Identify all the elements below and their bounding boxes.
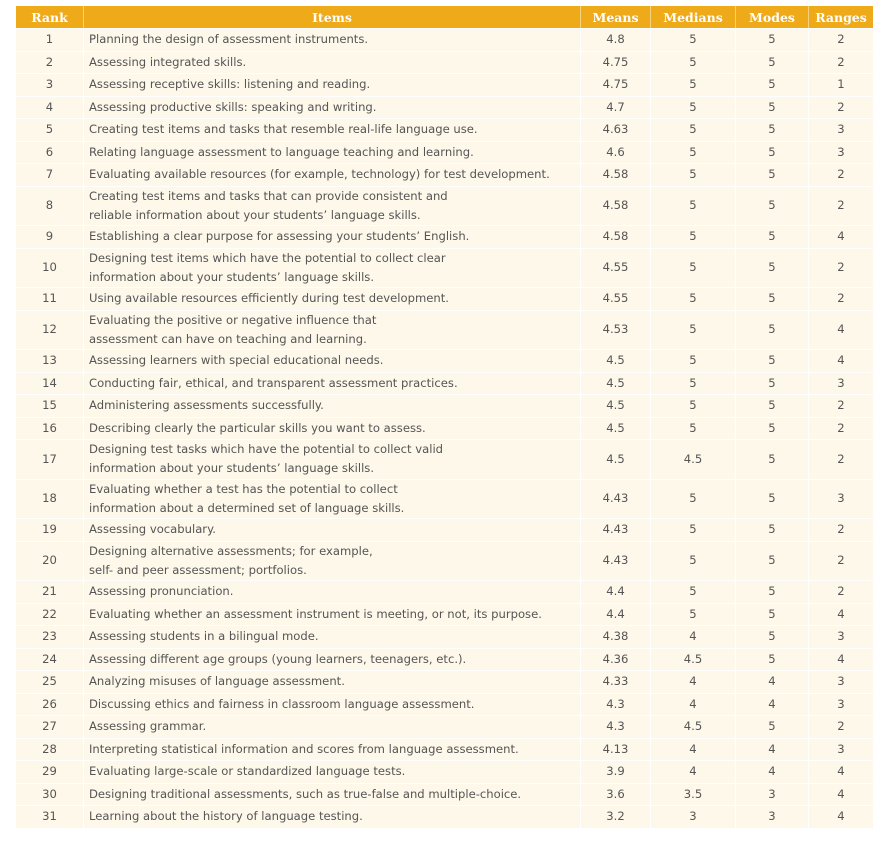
item-cell bbox=[83, 670, 580, 693]
table-row bbox=[16, 738, 873, 761]
table-row bbox=[16, 439, 873, 479]
mode-cell: 4 bbox=[735, 738, 808, 761]
header-row bbox=[16, 6, 873, 28]
item-cell bbox=[83, 541, 580, 581]
mean-cell: 4.63 bbox=[580, 118, 650, 141]
item-text-line: Creating test items and tasks that resemble real-life language use. bbox=[89, 122, 478, 137]
median-cell: 5 bbox=[650, 225, 735, 248]
item-cell bbox=[83, 225, 580, 248]
mode-cell: 3 bbox=[735, 783, 808, 806]
item-cell bbox=[83, 372, 580, 395]
rank-cell: 3 bbox=[16, 73, 83, 96]
header-rank: Rank bbox=[16, 6, 83, 28]
mean-cell: 4.58 bbox=[580, 225, 650, 248]
item-text-line: Establishing a clear purpose for assessing your students’ English. bbox=[89, 229, 470, 244]
item-text-line: Planning the design of assessment instruments. bbox=[89, 32, 369, 47]
mean-cell: 4.13 bbox=[580, 738, 650, 761]
rank-cell: 21 bbox=[16, 580, 83, 603]
mean-cell: 4.43 bbox=[580, 518, 650, 541]
item-text-line: Assessing different age groups (young learners, teenagers, etc.). bbox=[89, 651, 467, 666]
item-text-line: Evaluating whether a test has the potential to collect bbox=[89, 481, 398, 496]
median-cell: 5 bbox=[650, 73, 735, 96]
rank-cell: 10 bbox=[16, 248, 83, 288]
item-text-line: Assessing students in a bilingual mode. bbox=[89, 629, 319, 644]
mode-cell: 5 bbox=[735, 541, 808, 581]
item-text-line: Assessing integrated skills. bbox=[89, 54, 247, 69]
table-row bbox=[16, 349, 873, 372]
item-text-line: Evaluating the positive or negative influence that bbox=[89, 312, 377, 327]
mode-cell: 4 bbox=[735, 693, 808, 716]
mode-cell: 5 bbox=[735, 439, 808, 479]
mode-cell: 5 bbox=[735, 248, 808, 288]
table-row bbox=[16, 96, 873, 119]
table-row bbox=[16, 603, 873, 626]
mode-cell: 5 bbox=[735, 73, 808, 96]
mean-cell: 4.53 bbox=[580, 310, 650, 350]
table-row bbox=[16, 479, 873, 519]
item-text-line: assessment can have on teaching and learning. bbox=[89, 331, 367, 346]
item-cell bbox=[83, 163, 580, 186]
mode-cell: 5 bbox=[735, 349, 808, 372]
range-cell: 3 bbox=[808, 625, 873, 648]
range-cell: 3 bbox=[808, 738, 873, 761]
median-cell: 5 bbox=[650, 349, 735, 372]
median-cell: 5 bbox=[650, 118, 735, 141]
mode-cell: 5 bbox=[735, 163, 808, 186]
table-row bbox=[16, 225, 873, 248]
table-row bbox=[16, 783, 873, 806]
item-text-line: information about a determined set of language skills. bbox=[89, 500, 405, 515]
range-cell: 3 bbox=[808, 479, 873, 519]
item-text-line: reliable information about your students’ language skills. bbox=[89, 207, 421, 222]
rank-cell: 22 bbox=[16, 603, 83, 626]
range-cell: 2 bbox=[808, 28, 873, 51]
item-text-line: Assessing learners with special educational needs. bbox=[89, 353, 384, 368]
table-row bbox=[16, 670, 873, 693]
mode-cell: 5 bbox=[735, 648, 808, 671]
table-row bbox=[16, 186, 873, 226]
item-cell bbox=[83, 51, 580, 74]
mode-cell: 5 bbox=[735, 225, 808, 248]
table-row bbox=[16, 287, 873, 310]
item-text-line: Conducting fair, ethical, and transparent assessment practices. bbox=[89, 375, 458, 390]
median-cell: 5 bbox=[650, 163, 735, 186]
mean-cell: 4.55 bbox=[580, 248, 650, 288]
rank-cell: 14 bbox=[16, 372, 83, 395]
mode-cell: 5 bbox=[735, 310, 808, 350]
range-cell: 4 bbox=[808, 225, 873, 248]
rank-cell: 31 bbox=[16, 805, 83, 828]
mode-cell: 5 bbox=[735, 287, 808, 310]
item-text-line: Describing clearly the particular skills you want to assess. bbox=[89, 420, 426, 435]
item-text-line: Assessing vocabulary. bbox=[89, 522, 216, 537]
rank-cell: 1 bbox=[16, 28, 83, 51]
item-text-line: Assessing productive skills: speaking and writing. bbox=[89, 99, 377, 114]
mean-cell: 4.38 bbox=[580, 625, 650, 648]
table-row bbox=[16, 805, 873, 828]
item-cell bbox=[83, 118, 580, 141]
table-row bbox=[16, 51, 873, 74]
mean-cell: 4.55 bbox=[580, 287, 650, 310]
header-modes: Modes bbox=[735, 6, 808, 28]
item-cell bbox=[83, 417, 580, 440]
mean-cell: 4.5 bbox=[580, 349, 650, 372]
rank-cell: 6 bbox=[16, 141, 83, 164]
item-cell bbox=[83, 805, 580, 828]
median-cell: 5 bbox=[650, 518, 735, 541]
mean-cell: 4.58 bbox=[580, 163, 650, 186]
item-text-line: Analyzing misuses of language assessment. bbox=[89, 674, 345, 689]
item-cell bbox=[83, 96, 580, 119]
header-items: Items bbox=[83, 6, 580, 28]
rank-cell: 19 bbox=[16, 518, 83, 541]
mean-cell: 4.5 bbox=[580, 372, 650, 395]
table-row bbox=[16, 118, 873, 141]
mean-cell: 3.6 bbox=[580, 783, 650, 806]
mode-cell: 5 bbox=[735, 96, 808, 119]
item-text-line: self- and peer assessment; portfolios. bbox=[89, 562, 307, 577]
range-cell: 2 bbox=[808, 518, 873, 541]
rank-cell: 25 bbox=[16, 670, 83, 693]
item-cell bbox=[83, 287, 580, 310]
mean-cell: 4.4 bbox=[580, 603, 650, 626]
item-text-line: Relating language assessment to language teaching and learning. bbox=[89, 144, 474, 159]
item-cell bbox=[83, 141, 580, 164]
rank-cell: 7 bbox=[16, 163, 83, 186]
range-cell: 2 bbox=[808, 163, 873, 186]
mean-cell: 4.3 bbox=[580, 715, 650, 738]
median-cell: 3 bbox=[650, 805, 735, 828]
item-cell bbox=[83, 73, 580, 96]
range-cell: 3 bbox=[808, 118, 873, 141]
item-cell bbox=[83, 310, 580, 350]
item-cell bbox=[83, 518, 580, 541]
rank-cell: 11 bbox=[16, 287, 83, 310]
mean-cell: 3.2 bbox=[580, 805, 650, 828]
table-row bbox=[16, 248, 873, 288]
mode-cell: 5 bbox=[735, 580, 808, 603]
rank-cell: 20 bbox=[16, 541, 83, 581]
mode-cell: 4 bbox=[735, 760, 808, 783]
mode-cell: 5 bbox=[735, 518, 808, 541]
range-cell: 3 bbox=[808, 670, 873, 693]
table-row bbox=[16, 141, 873, 164]
item-text-line: Designing test tasks which have the potential to collect valid bbox=[89, 442, 444, 457]
mean-cell: 4.36 bbox=[580, 648, 650, 671]
table-body bbox=[16, 28, 873, 828]
range-cell: 2 bbox=[808, 186, 873, 226]
mean-cell: 4.58 bbox=[580, 186, 650, 226]
mode-cell: 5 bbox=[735, 479, 808, 519]
mean-cell: 4.8 bbox=[580, 28, 650, 51]
median-cell: 5 bbox=[650, 310, 735, 350]
item-text-line: Evaluating available resources (for example, technology) for test development. bbox=[89, 167, 550, 182]
item-text-line: Designing alternative assessments; for example, bbox=[89, 543, 373, 558]
median-cell: 4 bbox=[650, 738, 735, 761]
median-cell: 5 bbox=[650, 372, 735, 395]
rank-cell: 29 bbox=[16, 760, 83, 783]
item-cell bbox=[83, 28, 580, 51]
range-cell: 3 bbox=[808, 372, 873, 395]
range-cell: 2 bbox=[808, 248, 873, 288]
table-row bbox=[16, 518, 873, 541]
item-text-line: Evaluating large-scale or standardized language tests. bbox=[89, 764, 406, 779]
table-row bbox=[16, 163, 873, 186]
mean-cell: 4.43 bbox=[580, 479, 650, 519]
mean-cell: 4.5 bbox=[580, 439, 650, 479]
table-row bbox=[16, 715, 873, 738]
median-cell: 5 bbox=[650, 141, 735, 164]
rank-cell: 2 bbox=[16, 51, 83, 74]
item-cell bbox=[83, 479, 580, 519]
rank-cell: 18 bbox=[16, 479, 83, 519]
range-cell: 4 bbox=[808, 349, 873, 372]
mode-cell: 5 bbox=[735, 372, 808, 395]
table-row bbox=[16, 417, 873, 440]
median-cell: 4.5 bbox=[650, 648, 735, 671]
mean-cell: 4.33 bbox=[580, 670, 650, 693]
mode-cell: 5 bbox=[735, 715, 808, 738]
item-text-line: Administering assessments successfully. bbox=[89, 398, 324, 413]
range-cell: 2 bbox=[808, 287, 873, 310]
table-row bbox=[16, 760, 873, 783]
median-cell: 4.5 bbox=[650, 439, 735, 479]
header-medians: Medians bbox=[650, 6, 735, 28]
median-cell: 5 bbox=[650, 541, 735, 581]
median-cell: 5 bbox=[650, 394, 735, 417]
range-cell: 2 bbox=[808, 541, 873, 581]
item-text-line: information about your students’ language skills. bbox=[89, 269, 375, 284]
median-cell: 5 bbox=[650, 96, 735, 119]
table-row bbox=[16, 28, 873, 51]
item-cell bbox=[83, 625, 580, 648]
rank-cell: 5 bbox=[16, 118, 83, 141]
rank-cell: 9 bbox=[16, 225, 83, 248]
rank-cell: 23 bbox=[16, 625, 83, 648]
table-row bbox=[16, 541, 873, 581]
mean-cell: 4.75 bbox=[580, 73, 650, 96]
item-text-line: Interpreting statistical information and scores from language assessment. bbox=[89, 741, 519, 756]
median-cell: 5 bbox=[650, 580, 735, 603]
item-cell bbox=[83, 715, 580, 738]
rank-cell: 12 bbox=[16, 310, 83, 350]
rank-cell: 13 bbox=[16, 349, 83, 372]
mean-cell: 4.5 bbox=[580, 417, 650, 440]
mean-cell: 4.43 bbox=[580, 541, 650, 581]
item-text-line: Creating test items and tasks that can provide consistent and bbox=[89, 188, 448, 203]
table-row bbox=[16, 394, 873, 417]
item-cell bbox=[83, 603, 580, 626]
item-cell bbox=[83, 693, 580, 716]
range-cell: 2 bbox=[808, 715, 873, 738]
mean-cell: 4.3 bbox=[580, 693, 650, 716]
range-cell: 2 bbox=[808, 394, 873, 417]
rank-cell: 17 bbox=[16, 439, 83, 479]
item-cell bbox=[83, 783, 580, 806]
ranking-table bbox=[16, 6, 873, 828]
mean-cell: 4.75 bbox=[580, 51, 650, 74]
mode-cell: 5 bbox=[735, 28, 808, 51]
range-cell: 2 bbox=[808, 439, 873, 479]
header-ranges: Ranges bbox=[808, 6, 873, 28]
mode-cell: 5 bbox=[735, 417, 808, 440]
median-cell: 3.5 bbox=[650, 783, 735, 806]
median-cell: 4.5 bbox=[650, 715, 735, 738]
item-text-line: Learning about the history of language testing. bbox=[89, 809, 363, 824]
median-cell: 4 bbox=[650, 625, 735, 648]
median-cell: 5 bbox=[650, 248, 735, 288]
median-cell: 5 bbox=[650, 51, 735, 74]
rank-cell: 24 bbox=[16, 648, 83, 671]
mean-cell: 4.4 bbox=[580, 580, 650, 603]
range-cell: 2 bbox=[808, 51, 873, 74]
mean-cell: 3.9 bbox=[580, 760, 650, 783]
range-cell: 4 bbox=[808, 603, 873, 626]
item-text-line: information about your students’ language skills. bbox=[89, 461, 375, 476]
item-text-line: Designing test items which have the potential to collect clear bbox=[89, 250, 446, 265]
item-cell bbox=[83, 439, 580, 479]
rank-cell: 28 bbox=[16, 738, 83, 761]
range-cell: 1 bbox=[808, 73, 873, 96]
table-row bbox=[16, 648, 873, 671]
table-row bbox=[16, 580, 873, 603]
table-row bbox=[16, 310, 873, 350]
table-row bbox=[16, 693, 873, 716]
range-cell: 2 bbox=[808, 580, 873, 603]
mode-cell: 3 bbox=[735, 805, 808, 828]
median-cell: 5 bbox=[650, 417, 735, 440]
range-cell: 4 bbox=[808, 805, 873, 828]
mode-cell: 4 bbox=[735, 670, 808, 693]
item-text-line: Assessing receptive skills: listening and reading. bbox=[89, 77, 371, 92]
mode-cell: 5 bbox=[735, 118, 808, 141]
median-cell: 5 bbox=[650, 28, 735, 51]
mean-cell: 4.5 bbox=[580, 394, 650, 417]
rank-cell: 16 bbox=[16, 417, 83, 440]
mode-cell: 5 bbox=[735, 51, 808, 74]
rank-cell: 30 bbox=[16, 783, 83, 806]
range-cell: 3 bbox=[808, 693, 873, 716]
range-cell: 4 bbox=[808, 760, 873, 783]
rank-cell: 27 bbox=[16, 715, 83, 738]
mode-cell: 5 bbox=[735, 625, 808, 648]
item-text-line: Using available resources efficiently during test development. bbox=[89, 291, 449, 306]
mode-cell: 5 bbox=[735, 394, 808, 417]
item-cell bbox=[83, 349, 580, 372]
table-row bbox=[16, 625, 873, 648]
median-cell: 4 bbox=[650, 670, 735, 693]
item-text-line: Designing traditional assessments, such as true-false and multiple-choice. bbox=[89, 786, 522, 801]
item-cell bbox=[83, 248, 580, 288]
median-cell: 5 bbox=[650, 186, 735, 226]
table-row bbox=[16, 73, 873, 96]
range-cell: 4 bbox=[808, 648, 873, 671]
item-text-line: Evaluating whether an assessment instrument is meeting, or not, its purpose. bbox=[89, 606, 542, 621]
rank-cell: 8 bbox=[16, 186, 83, 226]
rank-cell: 26 bbox=[16, 693, 83, 716]
range-cell: 3 bbox=[808, 141, 873, 164]
range-cell: 4 bbox=[808, 310, 873, 350]
item-cell bbox=[83, 648, 580, 671]
header-means: Means bbox=[580, 6, 650, 28]
item-cell bbox=[83, 394, 580, 417]
rank-cell: 4 bbox=[16, 96, 83, 119]
table-row bbox=[16, 372, 873, 395]
item-cell bbox=[83, 760, 580, 783]
rank-cell: 15 bbox=[16, 394, 83, 417]
range-cell: 2 bbox=[808, 96, 873, 119]
median-cell: 4 bbox=[650, 693, 735, 716]
item-cell bbox=[83, 186, 580, 226]
item-text-line: Discussing ethics and fairness in classroom language assessment. bbox=[89, 696, 475, 711]
median-cell: 5 bbox=[650, 287, 735, 310]
mean-cell: 4.6 bbox=[580, 141, 650, 164]
item-cell bbox=[83, 580, 580, 603]
median-cell: 5 bbox=[650, 479, 735, 519]
mean-cell: 4.7 bbox=[580, 96, 650, 119]
item-text-line: Assessing grammar. bbox=[89, 719, 207, 734]
mode-cell: 5 bbox=[735, 186, 808, 226]
range-cell: 4 bbox=[808, 783, 873, 806]
median-cell: 5 bbox=[650, 603, 735, 626]
median-cell: 4 bbox=[650, 760, 735, 783]
mode-cell: 5 bbox=[735, 141, 808, 164]
mode-cell: 5 bbox=[735, 603, 808, 626]
item-cell bbox=[83, 738, 580, 761]
item-text-line: Assessing pronunciation. bbox=[89, 584, 234, 599]
range-cell: 2 bbox=[808, 417, 873, 440]
